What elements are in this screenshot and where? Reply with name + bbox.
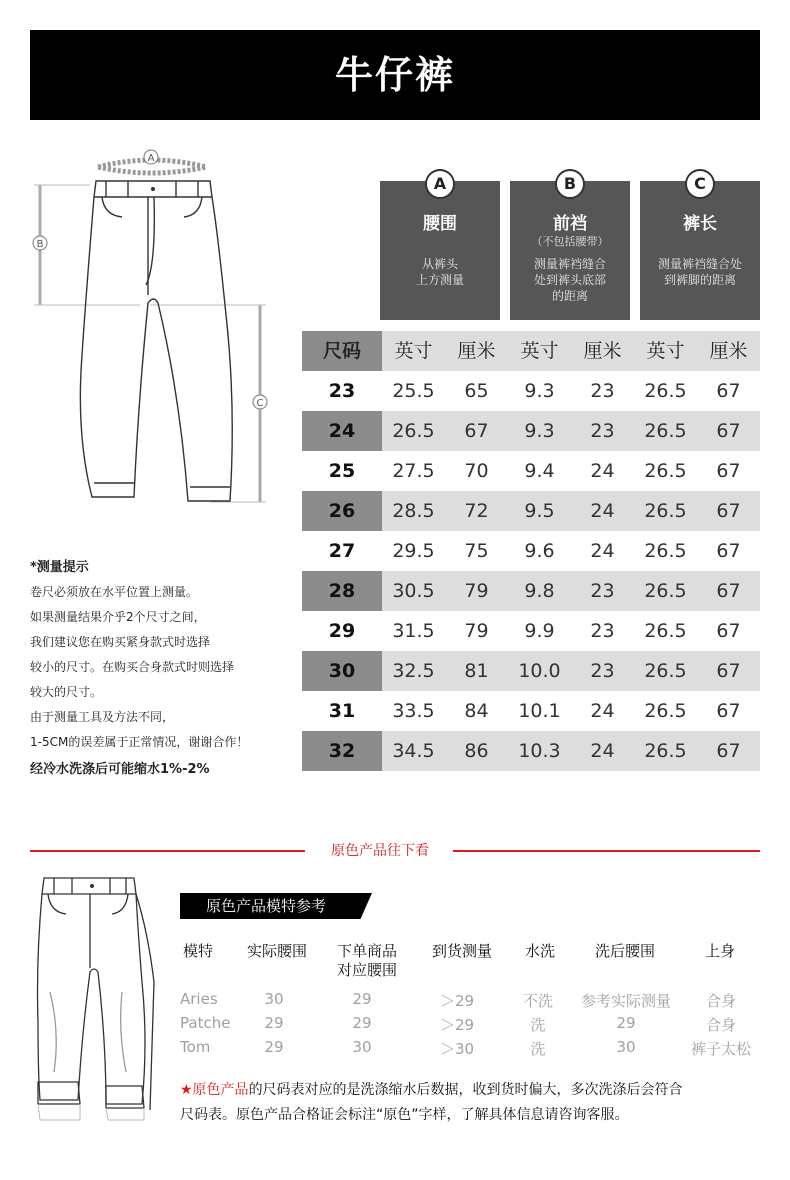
model-cell: 29	[264, 1014, 284, 1032]
model-cell: 30	[616, 1038, 636, 1056]
size-cell: 23	[328, 380, 356, 402]
table-cell: 26.5	[644, 540, 687, 562]
model-cell: 洗	[530, 1016, 546, 1034]
model-cell: 29	[616, 1014, 636, 1032]
model-cell: 29	[264, 1038, 284, 1056]
model-name: Patche	[180, 1014, 231, 1032]
table-cell: 32.5	[392, 660, 435, 682]
model-header: 水洗	[524, 942, 555, 960]
table-cell: 24	[590, 460, 615, 482]
table-cell: 9.6	[524, 540, 555, 562]
table-row	[302, 611, 760, 651]
badge-c: C	[685, 169, 715, 199]
table-cell: 26.5	[644, 700, 687, 722]
table-cell: 26.5	[392, 420, 435, 442]
tips-title: *测量提示	[30, 560, 89, 575]
table-cell: 79	[464, 580, 489, 602]
header-cell: 尺码	[302, 331, 382, 371]
table-cell: 23	[590, 580, 615, 602]
size-cell: 24	[302, 411, 382, 451]
size-cell: 30	[302, 651, 382, 691]
size-table	[302, 331, 760, 771]
label-c: C	[256, 398, 264, 409]
table-cell: 23	[590, 620, 615, 642]
table-cell: 67	[716, 460, 741, 482]
model-cell: 参考实际测量	[580, 992, 671, 1010]
table-cell: 10.0	[518, 660, 561, 682]
table-row	[302, 571, 760, 611]
badge-b: B	[555, 169, 585, 199]
table-cell: 26.5	[644, 740, 687, 762]
shrink-note: 经冷水洗涤后可能缩水1%-2%	[30, 762, 210, 777]
size-cell: 25	[328, 460, 356, 482]
measurement-tips	[30, 555, 295, 783]
model-cell: ＞29	[439, 1016, 475, 1034]
card-title-front-rise: 前裆	[553, 214, 587, 234]
table-row	[302, 691, 760, 731]
size-cell: 32	[302, 731, 382, 771]
table-cell: 67	[464, 420, 489, 442]
model-cell: 洗	[530, 1040, 546, 1058]
table-cell: 24	[590, 700, 615, 722]
model-header: 洗后腰围	[594, 942, 655, 960]
model-cell: 29	[352, 1014, 372, 1032]
size-cell: 29	[328, 620, 356, 642]
model-header: 下单商品 对应腰围	[336, 942, 397, 979]
table-row	[302, 411, 760, 451]
tip-line: 1-5CM的误差属于正常情况，谢谢合作！	[30, 735, 249, 749]
model-cell: 合身	[705, 1016, 736, 1034]
table-cell: 23	[590, 660, 615, 682]
model-header: 到货测量	[431, 942, 492, 960]
table-cell: 9.4	[524, 460, 555, 482]
tip-line: 较小的尺寸。在购买合身款式时则选择	[30, 660, 235, 674]
model-name: Aries	[180, 990, 218, 1008]
table-cell: 9.3	[524, 420, 555, 442]
tip-line: 由于测量工具及方法不同，	[30, 710, 175, 724]
model-cell: 30	[352, 1038, 372, 1056]
tip-line: 如果测量结果介乎2个尺寸之间，	[30, 610, 206, 624]
size-cell: 26	[302, 491, 382, 531]
column-card-length	[640, 174, 760, 320]
table-cell: 75	[464, 540, 489, 562]
table-cell: 67	[716, 580, 741, 602]
table-cell: 26.5	[644, 500, 687, 522]
tip-line: 卷尺必须放在水平位置上测量。	[30, 585, 199, 599]
title-bar	[30, 30, 760, 120]
table-row	[302, 731, 760, 771]
reference-tag: 原色产品模特参考	[206, 897, 327, 915]
table-cell: 23	[590, 380, 615, 402]
card-desc-line: 测量裤裆缝合处	[657, 257, 742, 271]
table-cell: 67	[716, 660, 741, 682]
table-cell: 24	[590, 500, 615, 522]
table-cell: 9.9	[524, 620, 555, 642]
table-cell: 65	[464, 380, 489, 402]
page-title: 牛仔裤	[334, 53, 455, 97]
divider-right	[453, 850, 760, 852]
card-subtitle: （不包括腰带）	[531, 235, 609, 248]
note-star-label: ★原色产品	[180, 1082, 249, 1098]
column-card-waist	[380, 174, 500, 320]
model-cell: ＞30	[439, 1040, 475, 1058]
table-cell: 27.5	[392, 460, 435, 482]
divider-left	[30, 850, 305, 852]
model-cell: 裤子太松	[690, 1040, 751, 1058]
header-cell: 厘米	[583, 340, 622, 362]
table-cell: 26.5	[644, 380, 687, 402]
label-b: B	[36, 239, 44, 250]
card-title-length: 裤长	[683, 214, 717, 234]
card-desc-line: 到裤脚的距离	[663, 273, 736, 287]
column-card-front-rise	[510, 174, 630, 320]
table-cell: 79	[464, 620, 489, 642]
table-cell: 29.5	[392, 540, 435, 562]
table-row	[302, 651, 760, 691]
tip-line: 较大的尺寸。	[30, 685, 103, 699]
table-cell: 67	[716, 420, 741, 442]
model-header: 模特	[182, 942, 213, 960]
table-cell: 23	[590, 420, 615, 442]
table-cell: 9.8	[524, 580, 555, 602]
section-title: 原色产品往下看	[331, 843, 429, 859]
table-cell: 26.5	[644, 460, 687, 482]
table-cell: 28.5	[392, 500, 435, 522]
table-cell: 33.5	[392, 700, 435, 722]
table-cell: 31.5	[392, 620, 435, 642]
header-cell: 厘米	[709, 340, 748, 362]
header-cell: 厘米	[457, 340, 496, 362]
model-cell: 30	[264, 990, 284, 1008]
table-cell: 67	[716, 500, 741, 522]
card-desc-line: 测量裤裆缝合	[533, 257, 606, 271]
model-cell: 29	[352, 990, 372, 1008]
header-cell: 英寸	[646, 340, 685, 362]
model-cell: ＞29	[439, 992, 475, 1010]
table-cell: 34.5	[392, 740, 435, 762]
table-cell: 10.3	[518, 740, 561, 762]
note-text: 的尺码表对应的是洗涤缩水后数据，收到货时偏大，多次洗涤后会符合	[248, 1082, 683, 1098]
model-cell: 不洗	[522, 992, 553, 1010]
table-cell: 26.5	[644, 660, 687, 682]
jeans-measurement-diagram	[30, 145, 275, 505]
table-row	[302, 451, 760, 491]
table-cell: 67	[716, 380, 741, 402]
table-cell: 9.3	[524, 380, 555, 402]
note-line-2: 尺码表。原色产品合格证会标注“原色”字样，了解具体信息请咨询客服。	[180, 1107, 629, 1123]
table-cell: 70	[464, 460, 489, 482]
table-row	[302, 491, 760, 531]
raw-denim-note	[180, 1078, 760, 1128]
table-row	[302, 371, 760, 411]
table-cell: 67	[716, 700, 741, 722]
card-desc-line: 从裤头	[421, 257, 458, 271]
label-a: A	[147, 153, 155, 164]
raw-denim-jeans-illustration	[30, 872, 160, 1122]
table-cell: 10.1	[518, 700, 561, 722]
table-cell: 84	[464, 700, 489, 722]
card-title-waist: 腰围	[423, 214, 457, 234]
model-header: 实际腰围	[246, 942, 307, 960]
table-cell: 9.5	[524, 500, 555, 522]
table-cell: 26.5	[644, 580, 687, 602]
header-cell: 英寸	[394, 340, 433, 362]
table-cell: 30.5	[392, 580, 435, 602]
table-cell: 25.5	[392, 380, 435, 402]
table-cell: 67	[716, 620, 741, 642]
model-name: Tom	[180, 1038, 211, 1056]
table-cell: 67	[716, 740, 741, 762]
size-cell: 28	[302, 571, 382, 611]
note-line-1	[180, 1078, 760, 1103]
size-cell: 31	[328, 700, 356, 722]
table-cell: 26.5	[644, 620, 687, 642]
table-row	[302, 531, 760, 571]
size-cell: 27	[328, 540, 356, 562]
table-cell: 24	[590, 740, 615, 762]
table-cell: 86	[464, 740, 489, 762]
table-cell: 24	[590, 540, 615, 562]
badge-a: A	[425, 169, 455, 199]
card-desc-line: 的距离	[551, 289, 588, 303]
size-table-header	[302, 331, 760, 371]
table-cell: 67	[716, 540, 741, 562]
card-desc-line: 处到裤头底部	[533, 273, 606, 287]
tip-line: 我们建议您在购买紧身款式时选择	[30, 635, 211, 649]
card-desc-line: 上方测量	[415, 273, 464, 287]
table-cell: 72	[464, 500, 489, 522]
table-cell: 26.5	[644, 420, 687, 442]
table-cell: 81	[464, 660, 489, 682]
model-header: 上身	[704, 942, 735, 960]
header-cell: 英寸	[520, 340, 559, 362]
model-cell: 合身	[705, 992, 736, 1010]
